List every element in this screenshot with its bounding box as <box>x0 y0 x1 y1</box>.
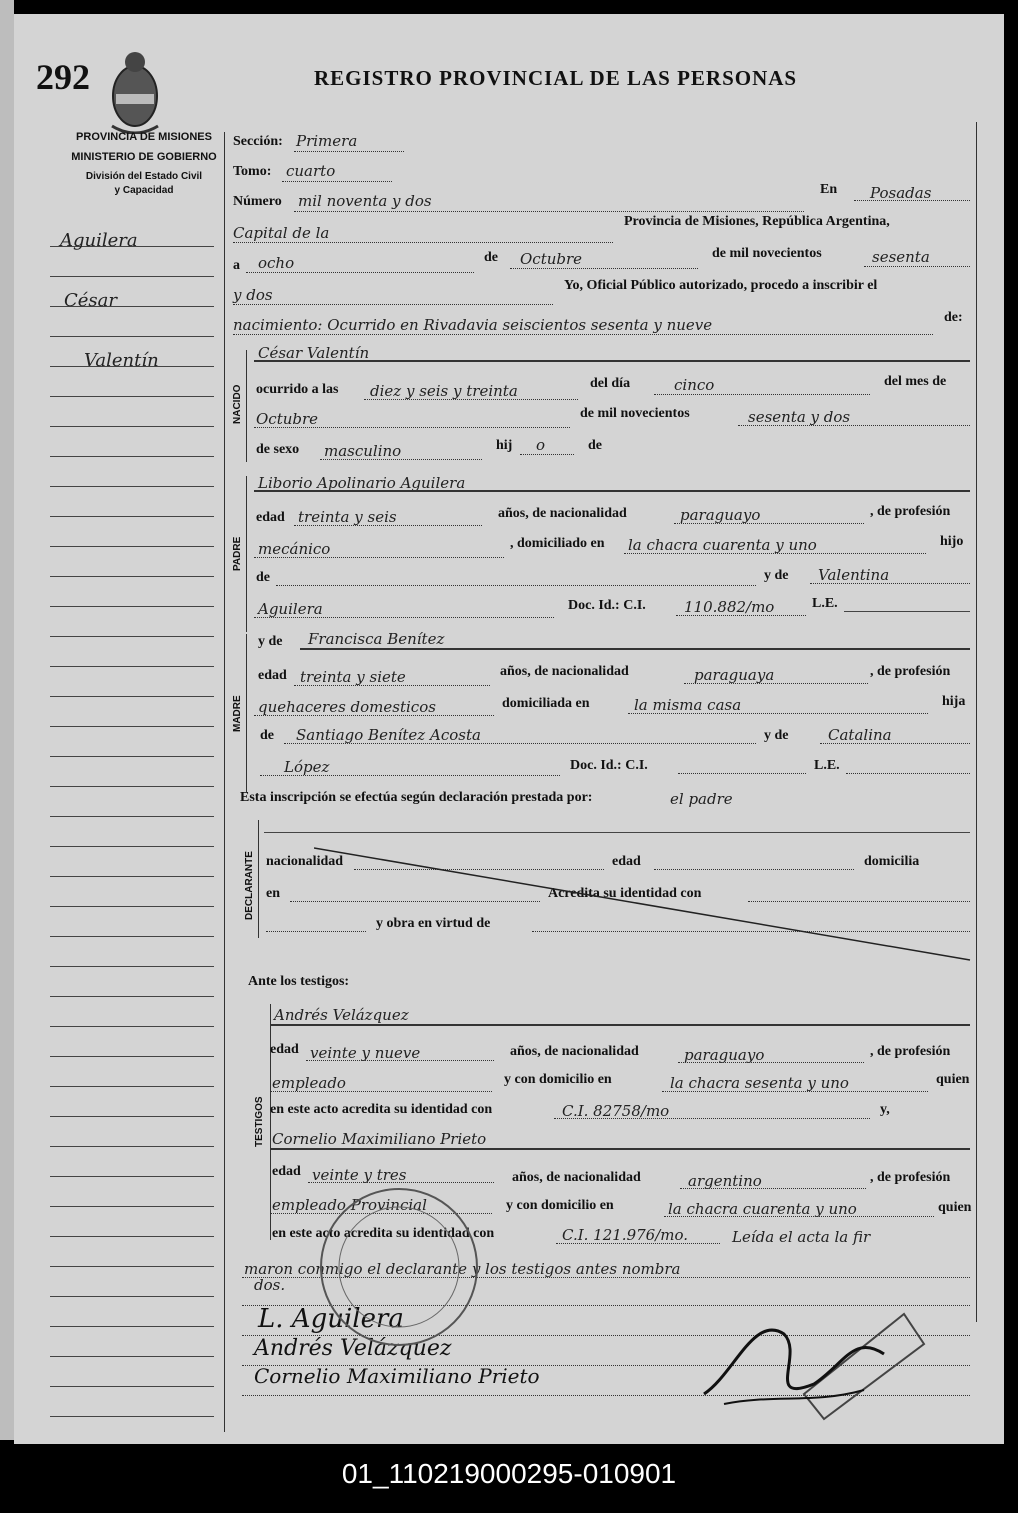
dia-line <box>246 272 474 273</box>
testigo2-nombre-line <box>270 1148 970 1150</box>
folio-number: 292 <box>36 57 90 97</box>
testigo2-acredita-line <box>556 1243 720 1244</box>
padre-yde-label: y de <box>764 568 789 583</box>
padre-de-label: de <box>256 570 270 585</box>
numero-label: Número <box>233 194 282 209</box>
nacido-anio-value: sesenta y dos <box>748 408 851 426</box>
mes-line <box>510 268 698 269</box>
numero-value: mil noventa y dos <box>298 192 432 210</box>
madre-edad-value: treinta y siete <box>300 668 406 686</box>
testigo2-nac-value: argentino <box>688 1172 762 1190</box>
madre-madre-value-2: López <box>284 758 330 776</box>
padre-hijo-label: hijo <box>940 534 964 549</box>
padre-doc-line <box>676 615 806 616</box>
page-edge <box>0 0 14 1440</box>
padre-abuelo-line <box>276 585 756 586</box>
padre-nac-line <box>674 523 864 524</box>
madre-yde-label: y de <box>258 634 283 649</box>
dia-value: ocho <box>258 254 295 272</box>
province-line-2: MINISTERIO DE GOBIERNO <box>71 151 217 163</box>
padre-doc-label: Doc. Id.: C.I. <box>568 598 646 613</box>
testigo1-edad-label: edad <box>270 1042 299 1057</box>
a-label: a <box>233 258 240 273</box>
provincia-text: Provincia de Misiones, República Argentina, <box>624 214 890 229</box>
ocurrido-label: ocurrido a las <box>256 382 339 397</box>
de-colon: de: <box>944 310 963 325</box>
padre-le-line <box>844 611 970 612</box>
madre-madre-line <box>820 743 970 744</box>
testigo1-prof-label: , de profesión <box>870 1044 951 1059</box>
margin-surname: Aguilera <box>60 230 138 251</box>
numero-line <box>294 211 804 212</box>
signature-declarante: L. Aguilera <box>258 1304 404 1334</box>
nacido-anio-line <box>738 425 970 426</box>
testigo1-dom-value: la chacra sesenta y uno <box>670 1074 849 1092</box>
madre-dom-value: la misma casa <box>634 696 742 714</box>
province-line-1: PROVINCIA DE MISIONES <box>76 131 212 143</box>
de-label: de <box>484 250 498 265</box>
declarante-cancel-stroke <box>314 844 974 964</box>
testigo1-acredita-value: C.I. 82758/mo <box>562 1102 670 1120</box>
testigo1-dom-line <box>662 1091 928 1092</box>
padre-edad-label: edad <box>256 510 285 525</box>
testigo2-prof-label: , de profesión <box>870 1170 951 1185</box>
padre-edad-value: treinta y seis <box>298 508 397 526</box>
madre-prof-line <box>254 715 494 716</box>
testigo2-dom-label: y con domicilio en <box>506 1198 614 1213</box>
province-line-4: y Capacidad <box>114 185 174 196</box>
acto-line <box>233 334 933 335</box>
declarante-edad-label: edad <box>612 854 641 869</box>
declarante-label: DECLARANTE <box>244 851 255 921</box>
testigo1-quien-label: quien <box>936 1072 970 1087</box>
testigo2-prof-value: empleado Provincial <box>272 1196 427 1214</box>
nacido-de-label: de <box>588 438 602 453</box>
closing-line-1: Leída el acta la fir <box>732 1228 871 1246</box>
testigo2-edad-label: edad <box>272 1164 301 1179</box>
del-dia-label: del día <box>590 376 631 391</box>
seccion-label: Sección: <box>233 134 283 149</box>
right-frame-line <box>976 122 977 1322</box>
madre-le-line <box>846 773 970 774</box>
padre-madre-line-2 <box>254 617 554 618</box>
testigo1-prof-value: empleado <box>272 1074 346 1092</box>
page-title: REGISTRO PROVINCIAL DE LAS PERSONAS <box>314 66 798 90</box>
testigo1-edad-value: veinte y nueve <box>310 1044 421 1062</box>
madre-madre-value: Catalina <box>828 726 892 744</box>
hora-value: diez y seis y treinta <box>370 382 518 400</box>
mes-value: Octubre <box>520 250 583 268</box>
seccion-value: Primera <box>296 132 358 150</box>
tomo-line <box>282 181 392 182</box>
madre-padre-line <box>284 743 756 744</box>
testigo2-nac-line <box>680 1188 866 1189</box>
madre-nombre-line <box>300 648 970 650</box>
acto-value: nacimiento: Ocurrido en Rivadavia seiscientos sesenta y nueve <box>233 316 713 334</box>
anio-label: de mil novecientos <box>712 246 822 261</box>
testigo1-dom-label: y con domicilio en <box>504 1072 612 1087</box>
testigo1-nac-line <box>678 1062 864 1063</box>
nacido-dia-line <box>654 394 870 395</box>
nacido-anio-label: de mil novecientos <box>580 406 690 421</box>
padre-edad-line <box>294 525 482 526</box>
hij-value: o <box>536 436 546 454</box>
madre-edad-line <box>294 685 490 686</box>
anio-value: sesenta <box>872 248 930 266</box>
padre-prof-value: mecánico <box>258 540 331 558</box>
madre-padre-value: Santiago Benítez Acosta <box>296 726 481 744</box>
declarante-nac-label: nacionalidad <box>266 854 344 869</box>
official-seal-stamp <box>314 1182 484 1352</box>
testigo2-nombre: Cornelio Maximiliano Prieto <box>272 1130 487 1148</box>
madre-edad-label: edad <box>258 668 287 683</box>
nacido-nombre: César Valentín <box>258 344 370 362</box>
padre-madre-value-2: Aguilera <box>258 600 323 618</box>
nacido-bracket <box>246 350 247 462</box>
testigo1-nac-label: años, de nacionalidad <box>510 1044 639 1059</box>
padre-dom-label: , domiciliado en <box>510 536 605 551</box>
sexo-label: de sexo <box>256 442 300 457</box>
declarante-nombre-line <box>264 832 970 833</box>
declaracion-value: el padre <box>670 790 733 808</box>
declaracion-text: Esta inscripción se efectúa según declaración prestada por: <box>240 790 593 805</box>
padre-madre-value: Valentina <box>818 566 890 584</box>
footer-code: 01_110219000295-010901 <box>341 1458 677 1489</box>
registry-page <box>14 14 1004 1444</box>
declarante-dom-label: domicilia <box>864 854 920 869</box>
anio-line-2 <box>233 304 553 305</box>
hij-line <box>520 454 574 455</box>
province-line-3: División del Estado Civil <box>85 171 203 182</box>
madre-bracket <box>246 634 247 792</box>
oficial-text: Yo, Oficial Público autorizado, procedo a inscribir el <box>564 278 878 293</box>
signature-testigo-2: Cornelio Maximiliano Prieto <box>254 1364 540 1388</box>
closing-line-3: dos. <box>254 1276 286 1294</box>
padre-nac-label: años, de nacionalidad <box>498 506 627 521</box>
seccion-line <box>294 151 404 152</box>
padre-dom-line <box>624 553 926 554</box>
madre-dom-line <box>628 713 928 714</box>
margin-first-name: César <box>64 290 117 311</box>
testigo1-acredita-line <box>554 1118 870 1119</box>
nacido-mes-value: Octubre <box>256 410 319 428</box>
madre-le-label: L.E. <box>814 758 840 773</box>
nacido-dia-value: cinco <box>674 376 715 394</box>
madre-madre-line-2 <box>260 775 560 776</box>
padre-nombre: Liborio Apolinario Aguilera <box>258 474 466 492</box>
anio-line <box>864 266 970 267</box>
main-frame-line <box>224 132 225 1432</box>
madre-doc-label: Doc. Id.: C.I. <box>570 758 648 773</box>
testigo2-dom-line <box>664 1216 934 1217</box>
en-label: En <box>820 182 838 197</box>
nacido-mes-line <box>254 427 570 428</box>
del-mes-label: del mes de <box>884 374 947 389</box>
declarante-acredita-label: Acredita su identidad con <box>548 886 702 901</box>
padre-doc-value: 110.882/mo <box>684 598 775 616</box>
padre-madre-line <box>810 583 970 584</box>
madre-nac-label: años, de nacionalidad <box>500 664 629 679</box>
testigo1-prof-line <box>270 1091 492 1092</box>
testigo1-nombre-line <box>270 1024 970 1026</box>
padre-nombre-line <box>254 490 970 492</box>
testigo1-acredita-label: en este acto acredita su identidad con <box>270 1102 493 1117</box>
closing-line-2: maron conmigo el declarante y los testigos antes nombra <box>244 1260 681 1278</box>
tomo-label: Tomo: <box>233 164 272 179</box>
declarante-en-label: en <box>266 886 280 901</box>
hora-line <box>364 399 578 400</box>
padre-dom-value: la chacra cuarenta y uno <box>628 536 817 554</box>
madre-nac-value: paraguaya <box>694 666 775 684</box>
officer-signature-mark <box>694 1294 894 1424</box>
padre-prof-line <box>254 557 504 558</box>
testigo1-y-label: y, <box>880 1102 890 1117</box>
capital-line <box>233 242 613 243</box>
en-value: Posadas <box>870 184 932 202</box>
testigo2-quien-label: quien <box>938 1200 972 1215</box>
testigo2-acredita-value: C.I. 121.976/mo. <box>562 1226 689 1244</box>
madre-de-label: de <box>260 728 274 743</box>
capital-value: Capital de la <box>233 224 330 242</box>
madre-prof-value: quehaceres domesticos <box>258 698 436 716</box>
madre-prof-label: , de profesión <box>870 664 951 679</box>
testigos-bracket <box>270 1004 271 1240</box>
coat-of-arms-icon <box>104 44 166 134</box>
testigo2-nac-label: años, de nacionalidad <box>512 1170 641 1185</box>
testigo1-nombre: Andrés Velázquez <box>274 1006 409 1024</box>
testigo2-edad-value: veinte y tres <box>312 1166 407 1184</box>
nacido-label: NACIDO <box>232 384 243 424</box>
signature-testigo-1: Andrés Velázquez <box>254 1336 452 1361</box>
madre-nac-line <box>684 683 868 684</box>
padre-prof-label: , de profesión <box>870 504 951 519</box>
margin-second-name: Valentín <box>84 350 159 371</box>
anio-value-2: y dos <box>233 286 273 304</box>
sexo-line <box>320 459 482 460</box>
padre-bracket <box>246 476 247 632</box>
testigo2-acredita-label: en este acto acredita su identidad con <box>272 1226 495 1241</box>
padre-label: PADRE <box>232 536 243 572</box>
testigo2-dom-value: la chacra cuarenta y uno <box>668 1200 857 1218</box>
tomo-value: cuarto <box>286 162 336 180</box>
sexo-value: masculino <box>324 442 402 460</box>
testigos-label: TESTIGOS <box>254 1096 265 1148</box>
nacido-nombre-line <box>254 360 970 362</box>
testigo1-nac-value: paraguayo <box>684 1046 765 1064</box>
testigo1-edad-line <box>306 1060 494 1061</box>
madre-hija-label: hija <box>942 694 966 709</box>
padre-nac-value: paraguayo <box>680 506 761 524</box>
declarante-bracket <box>258 820 259 938</box>
madre-label: MADRE <box>232 695 243 733</box>
padre-le-label: L.E. <box>812 596 838 611</box>
testigos-label-text: Ante los testigos: <box>248 974 350 989</box>
madre-doc-line <box>678 773 806 774</box>
hij-label: hij <box>496 438 513 453</box>
en-line <box>854 200 970 201</box>
madre-yde2-label: y de <box>764 728 789 743</box>
madre-nombre: Francisca Benítez <box>308 630 445 648</box>
madre-dom-label: domiciliada en <box>502 696 590 711</box>
declarante-obra-label: y obra en virtud de <box>376 916 491 931</box>
